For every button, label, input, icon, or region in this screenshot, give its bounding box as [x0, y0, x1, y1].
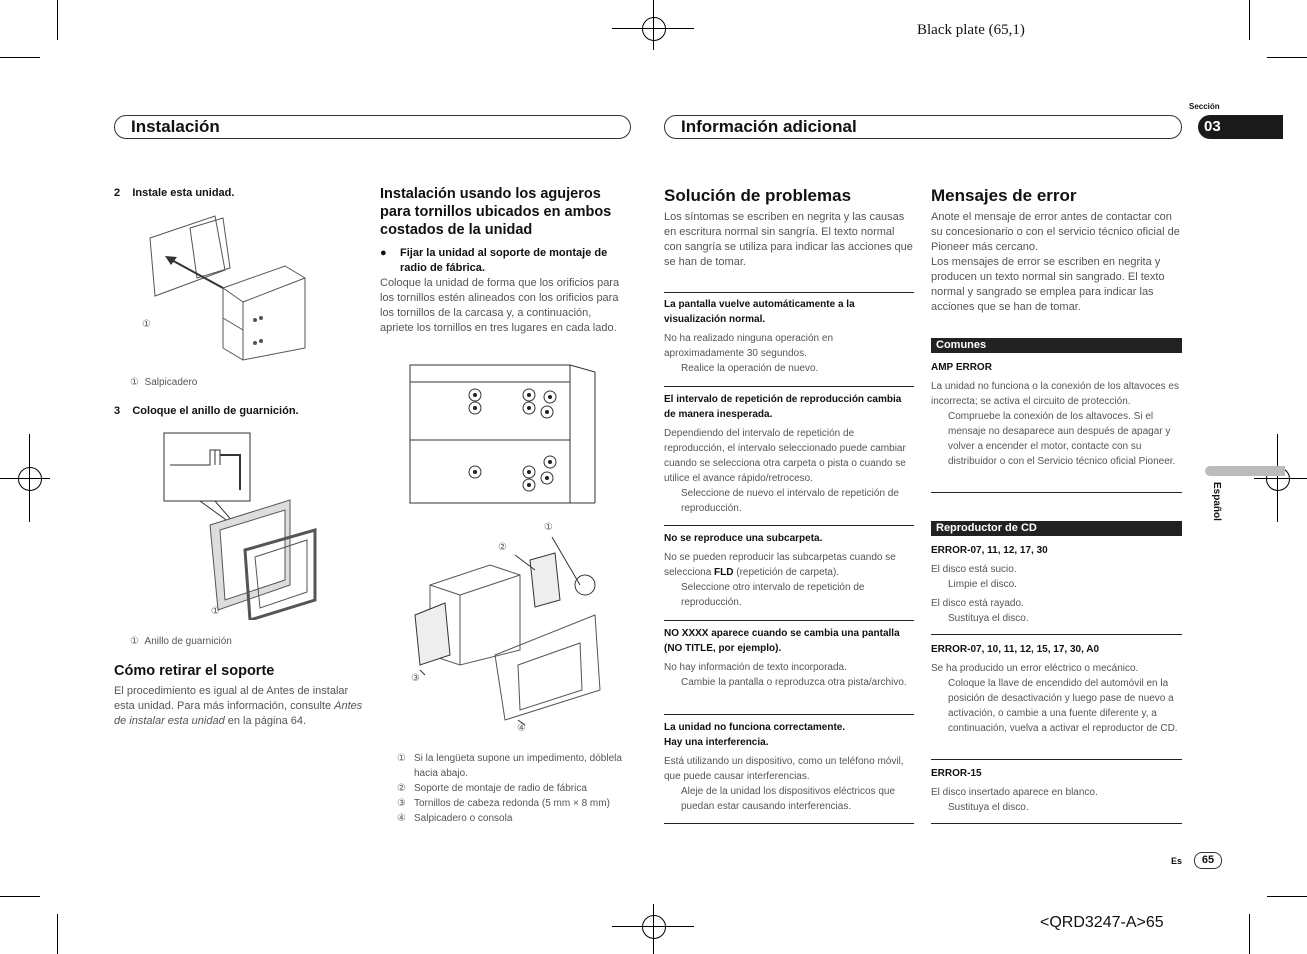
- fig2-callout: ①: [211, 606, 220, 617]
- crop-mark: [57, 914, 58, 954]
- bracket-captions: [397, 751, 627, 826]
- crop-mark: [57, 0, 58, 40]
- caption-item: ③ Tornillos de cabeza redonda (5 mm × 8 mm): [397, 798, 610, 809]
- trim-ring-figure: [160, 430, 335, 620]
- page-code: <QRD3247-A>65: [1040, 914, 1164, 931]
- column-1: [114, 186, 364, 201]
- retirar-soporte-text: El procedimiento es igual al de Antes de instalar esta unidad. Para más información, consulte Antes de instalar esta unidad en la página 64.: [114, 685, 363, 727]
- install-unit-figure: [135, 208, 310, 363]
- section-label: Sección: [1189, 102, 1220, 111]
- rule: [664, 292, 914, 293]
- callout-4: ④: [517, 723, 526, 734]
- fig1-callout: ①: [142, 319, 151, 330]
- footer-lang: Es: [1171, 856, 1183, 866]
- language-tab-label: Español: [1211, 482, 1222, 521]
- solucion-intro: Los síntomas se escriben en negrita y las causas en escritura normal sin sangría. El texto normal con sangría se utiliza para indicar las acciones que se han de tomar.: [664, 211, 913, 268]
- callout-3: ③: [411, 673, 420, 684]
- bar-comunes: Comunes: [931, 338, 1182, 353]
- band-informacion-adicional: Información adicional: [664, 115, 1182, 139]
- error-item-3: ERROR-15 El disco insertado aparece en blanco. Sustituya el disco.: [931, 768, 1098, 813]
- agujeros-paragraph: Coloque la unidad de forma que los orificios para los tornillos estén alineados con los orificios para los tornillos de la carcasa y, a continuación, apriete los tornillos en tres lugares en cada lado.: [380, 277, 620, 334]
- bullet-dot: ●: [380, 247, 387, 259]
- amp-error-item: AMP ERROR La unidad no funciona o la conexión de los altavoces es incorrecta; se activa el circuito de protección. Compruebe la conexión de los altavoces. Si el mensaje no desaparece aun después de apagar y volver a encender el motor, contacte con su distribuidor o con el Servicio técnico oficial Pioneer.: [931, 362, 1179, 467]
- caption-item: ④ Salpicadero o consola: [397, 813, 513, 824]
- bullet-title: ● Fijar la unidad al soporte de montaje de radio de fábrica.: [380, 247, 608, 274]
- trouble-item-2: El intervalo de repetición de reproducción cambia de manera inesperada. Dependiendo del intervalo de repetición de reproducción, el intervalo seleccionado puede cambiar cuando se selecciona otra carpeta o pista o cuando se utilice el avance rápido/retroceso. Seleccione de nuevo el intervalo de repetición de reproducción.: [664, 394, 906, 514]
- heading-retirar-soporte: Cómo retirar el soporte: [114, 663, 275, 679]
- section-number: 03: [1204, 118, 1221, 135]
- fig2-caption: ① Anillo de guarnición: [130, 636, 232, 647]
- callout-2: ②: [498, 542, 507, 553]
- cross-reference-link[interactable]: Antes de instalar esta unidad: [114, 700, 363, 727]
- rule: [931, 492, 1182, 493]
- heading-solucion: Solución de problemas: [664, 186, 852, 205]
- caption-item: ② Soporte de montaje de radio de fábrica: [397, 783, 587, 794]
- step-2: 2 Instale esta unidad.: [114, 187, 235, 199]
- section-number-tab: [1198, 115, 1283, 139]
- trouble-item-1: La pantalla vuelve automáticamente a la visualización normal. No ha realizado ninguna operación en aproximadamente 30 segundos. Realice la operación de nuevo.: [664, 299, 855, 374]
- crop-mark: [1267, 57, 1307, 58]
- error-item-2: ERROR-07, 10, 11, 12, 15, 17, 30, A0 Se ha producido un error eléctrico o mecánico. Coloque la llave de encendido del automóvil en la posición de desactivación y luego pase de nuevo a activación, o cambie a una fuente diferente y, a continuación, vuelva a activar el reproductor de CD.: [931, 644, 1178, 734]
- mensajes-intro: Anote el mensaje de error antes de contactar con su concesionario o con el servicio técnico oficial de Pioneer más cercano. Los mensajes de error se escriben en negrita y producen un texto normal sin sangrado. El texto normal y sangrado se emplea para indicar las acciones que se han de tomar.: [931, 211, 1180, 313]
- caption-item: ① Si la lengüeta supone un impedimento, dóblela hacia abajo.: [397, 753, 622, 779]
- crop-mark: [1249, 0, 1250, 40]
- error-item-1: ERROR-07, 11, 12, 17, 30 El disco está sucio. Limpie el disco. El disco está rayado. Sustituya el disco.: [931, 545, 1048, 624]
- callout-1: ①: [544, 522, 553, 533]
- heading-agujeros: Instalación usando los agujeros para tornillos ubicados en ambos costados de la unidad: [380, 186, 612, 238]
- crop-mark: [1249, 914, 1250, 954]
- agujeros-body: [380, 246, 625, 336]
- heading-mensajes-error: Mensajes de error: [931, 186, 1077, 205]
- bar-reproductor-cd: Reproductor de CD: [931, 521, 1182, 536]
- rule: [664, 823, 914, 824]
- plate-label: Black plate (65,1): [917, 22, 1025, 38]
- rule: [931, 823, 1182, 824]
- rule: [664, 525, 914, 526]
- language-tab: [1205, 466, 1285, 476]
- trouble-item-4: NO XXXX aparece cuando se cambia una pantalla (NO TITLE, por ejemplo). No hay información de texto incorporada. Cambie la pantalla o reproduzca otra pista/archivo.: [664, 628, 907, 688]
- crop-mark: [0, 896, 40, 897]
- rule: [664, 620, 914, 621]
- fig1-caption: ① Salpicadero: [130, 377, 198, 388]
- rule: [931, 759, 1182, 760]
- page-number: 65: [1194, 852, 1222, 869]
- crop-mark: [1267, 896, 1307, 897]
- band-instalacion: Instalación: [114, 115, 631, 139]
- side-holes-figure: [405, 360, 610, 505]
- crop-mark: [0, 57, 40, 58]
- step-3: 3 Coloque el anillo de guarnición.: [114, 405, 299, 417]
- rule: [664, 386, 914, 387]
- rule: [664, 714, 914, 715]
- trouble-item-3: No se reproduce una subcarpeta. No se pueden reproducir las subcarpetas cuando se selecciona FLD (repetición de carpeta). Seleccione otro intervalo de repetición de reproducción.: [664, 533, 896, 608]
- rule: [931, 634, 1182, 635]
- trouble-item-5: La unidad no funciona correctamente. Hay una interferencia. Está utilizando un dispositivo, como un teléfono móvil, que puede causar interferencias. Aleje de la unidad los dispositivos eléctricos que puedan estar causando interferencias.: [664, 722, 904, 812]
